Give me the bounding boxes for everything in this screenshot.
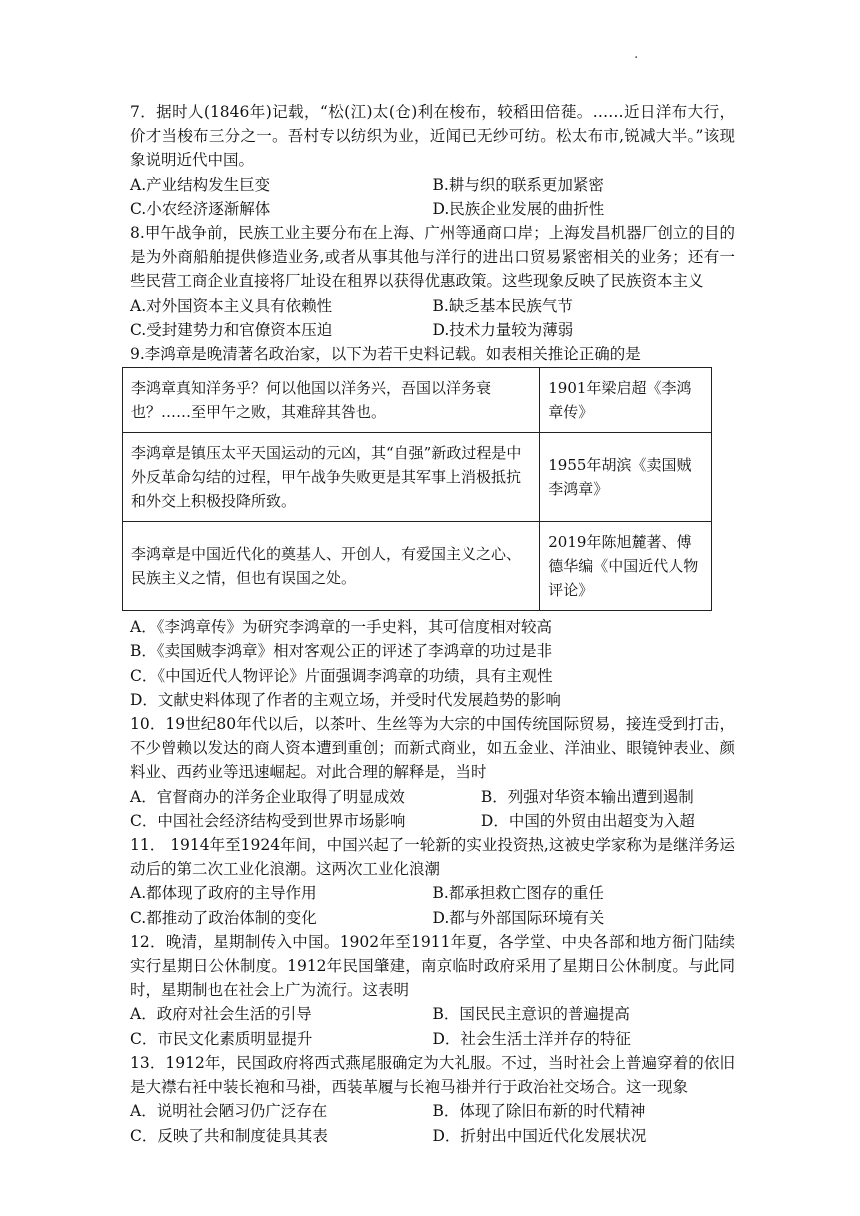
option-b[interactable]: B．体现了除旧布新的时代精神 — [432, 1102, 646, 1121]
source-citation: 1901年梁启超《李鸿章传》 — [540, 368, 712, 433]
source-citation: 1955年胡滨《卖国贼李鸿章》 — [540, 433, 712, 522]
option-a[interactable]: A.都体现了政府的主导作用 — [130, 884, 317, 903]
option-d[interactable]: D.技术力量较为薄弱 — [432, 320, 574, 339]
question-stem: 10．19世纪80年代以后，以茶叶、生丝等为大宗的中国传统国际贸易，接连受到打击，不少曾赖以发达的商人资本遭到重创；而新式商业，如五金业、洋油业、眼镜钟表业、颜料业、西药业等迅速崛起。对此合理的解释是，当时 — [130, 715, 735, 782]
option-a[interactable]: A．政府对社会生活的引导 — [130, 1005, 312, 1024]
option-b[interactable]: B．《卖国贼李鸿章》相对客观公正的评述了李鸿章的功过是非 — [130, 642, 553, 661]
table-row — [123, 522, 712, 611]
question-12 — [130, 930, 735, 1051]
option-d[interactable]: D.都与外部国际环境有关 — [432, 908, 605, 927]
options — [130, 785, 735, 833]
question-stem: 13．1912年，民国政府将西式燕尾服确定为大礼服。不过，当时社会上普遍穿着的依旧是大襟右衽中装长袍和马褂，西装革履与长袍马褂并行于政治社交场合。这一现象 — [130, 1053, 735, 1097]
question-list — [130, 100, 735, 1148]
source-text: 李鸿章是镇压太平天国运动的元凶，其“自强”新政过程是中外反革命勾结的过程，甲午战争失败更是其军事上消极抵抗和外交上积极投降所致。 — [123, 433, 540, 522]
source-text: 李鸿章真知洋务乎？何以他国以洋务兴，吾国以洋务衰也？……至甲午之败，其难辞其咎也。 — [123, 368, 540, 433]
question-11 — [130, 833, 735, 930]
options — [130, 294, 735, 342]
question-9 — [130, 342, 735, 712]
option-d[interactable]: D．社会生活土洋并存的特征 — [432, 1029, 631, 1048]
option-c[interactable]: C．市民文化素质明显提升 — [130, 1029, 313, 1048]
option-c[interactable]: C．反映了共和制度徒具其表 — [130, 1126, 328, 1145]
source-citation: 2019年陈旭麓著、傅德华编《中国近代人物评论》 — [540, 522, 712, 611]
option-c[interactable]: C.受封建势力和官僚资本压迫 — [130, 320, 333, 339]
options — [130, 615, 735, 712]
question-stem: 12．晚清，星期制传入中国。1902年至1911年夏，各学堂、中央各部和地方衙门陆续实行星期日公休制度。1912年民国肇建，南京临时政府采用了星期日公休制度。与此同时，星期制也在社会上广为流行。这表明 — [130, 932, 735, 1000]
option-b[interactable]: B.缺乏基本民族气节 — [432, 296, 573, 315]
question-stem: 11． 1914年至1924年间，中国兴起了一轮新的实业投资热,这被史学家称为是继洋务运动后的第二次工业化浪潮。这两次工业化浪潮 — [130, 836, 735, 879]
question-8 — [130, 221, 735, 342]
option-b[interactable]: B.都承担救亡图存的重任 — [432, 884, 604, 903]
options — [130, 173, 735, 221]
table-row — [123, 433, 712, 522]
option-b[interactable]: B．列强对华资本输出遭到遏制 — [480, 787, 694, 806]
question-13 — [130, 1051, 735, 1148]
option-c[interactable]: C.小农经济逐渐解体 — [130, 199, 271, 218]
source-table — [122, 367, 712, 611]
question-stem: 8.甲午战争前，民族工业主要分布在上海、广州等通商口岸；上海发昌机器厂创立的目的是为外商船舶提供修造业务,或者从事其他与洋行的进出口贸易紧密相关的业务；还有一些民营工商企业直接将厂址设在租界以获得优惠政策。这些现象反映了民族资本主义 — [130, 224, 735, 291]
option-d[interactable]: D．折射出中国近代化发展状况 — [432, 1126, 647, 1145]
options — [130, 1099, 735, 1147]
option-c[interactable]: C．中国社会经济结构受到世界市场影响 — [130, 811, 406, 830]
option-d[interactable]: D．中国的外贸由出超变为入超 — [480, 811, 695, 830]
options — [130, 1002, 735, 1050]
option-d[interactable]: D.民族企业发展的曲折性 — [432, 199, 605, 218]
option-c[interactable]: C.都推动了政治体制的变化 — [130, 908, 317, 927]
header-mark: · — [634, 50, 639, 66]
question-10 — [130, 712, 735, 833]
option-a[interactable]: A.对外国资本主义具有依赖性 — [130, 296, 333, 315]
option-c[interactable]: C．《中国近代人物评论》片面强调李鸿章的功绩，具有主观性 — [130, 666, 553, 685]
question-7 — [130, 100, 735, 221]
option-a[interactable]: A.产业结构发生巨变 — [130, 175, 271, 194]
question-stem: 9.李鸿章是晚清著名政治家，以下为若干史料记载。如表相关推论正确的是 — [130, 345, 641, 364]
option-b[interactable]: B．国民民主意识的普遍提高 — [432, 1005, 630, 1024]
option-a[interactable]: A．《李鸿章传》为研究李鸿章的一手史料，其可信度相对较高 — [130, 618, 552, 637]
options — [130, 881, 735, 929]
question-stem: 7．据时人(1846年)记载，“松(江)太(仓)利在梭布，较稻田倍蓰。……近日洋布大行，价才当梭布三分之一。吾村专以纺织为业，近闻已无纱可纺。松太布市,锐减大半。”该现象说明近代中国。 — [130, 103, 735, 170]
option-a[interactable]: A．官督商办的洋务企业取得了明显成效 — [130, 787, 405, 806]
option-b[interactable]: B.耕与织的联系更加紧密 — [432, 175, 604, 194]
option-d[interactable]: D．文献史料体现了作者的主观立场，并受时代发展趋势的影响 — [130, 690, 561, 709]
source-text: 李鸿章是中国近代化的奠基人、开创人，有爱国主义之心、民族主义之情，但也有误国之处。 — [123, 522, 540, 611]
option-a[interactable]: A．说明社会陋习仍广泛存在 — [130, 1102, 328, 1121]
table-row — [123, 368, 712, 433]
